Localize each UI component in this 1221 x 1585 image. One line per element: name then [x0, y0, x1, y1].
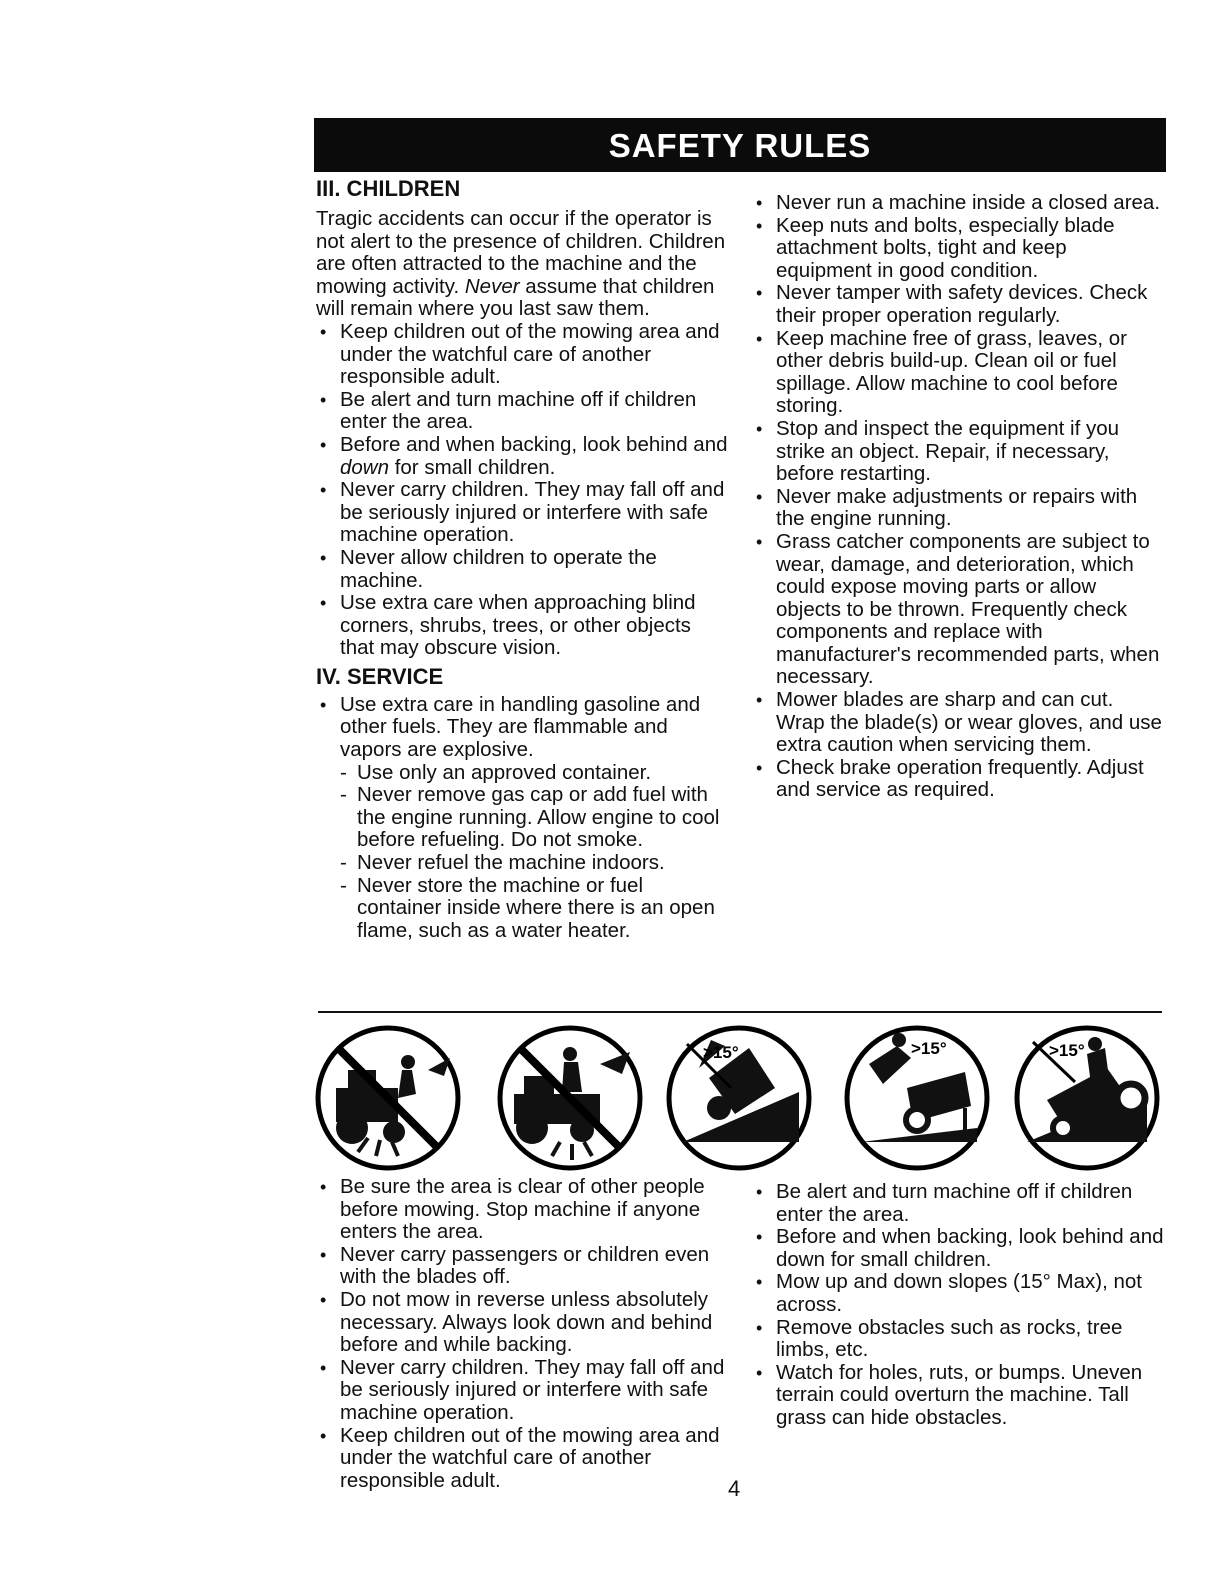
section-banner: SAFETY RULES: [314, 118, 1166, 172]
list-item: • Never carry children. They may fall off and be seriously injured or interfere with safe machine operation.: [316, 479, 728, 547]
dash-marker: -: [340, 783, 347, 807]
sub-item-text: Use only an approved container.: [357, 760, 652, 784]
slope-angle-label: >15°: [911, 1039, 947, 1058]
bottom-left-column: [316, 1176, 736, 1492]
bottom-left-bullets: [316, 1176, 736, 1492]
list-item: • Before and when backing, look behind and down for small children.: [752, 1226, 1164, 1271]
list-item: • Mow up and down slopes (15° Max), not across.: [752, 1271, 1164, 1316]
service-heading: IV. SERVICE: [316, 663, 444, 689]
list-item: • Be alert and turn machine off if children enter the area.: [752, 1181, 1164, 1226]
safety-pictograms: [305, 1020, 1175, 1180]
list-item: • Never tamper with safety devices. Check their proper operation regularly.: [752, 282, 1162, 327]
list-item: • Keep children out of the mowing area and under the watchful care of another responsible adult.: [316, 321, 728, 389]
list-item: • Mower blades are sharp and can cut. Wrap the blade(s) or wear gloves, and use extra caution when servicing them.: [752, 689, 1162, 757]
dash-marker: -: [340, 760, 347, 784]
sub-list-item: [340, 762, 728, 785]
no-passengers-icon: [500, 1028, 640, 1168]
left-column: [316, 176, 728, 942]
list-item: • Do not mow in reverse unless absolutely necessary. Always look down and behind before and while backing.: [316, 1289, 736, 1357]
sub-item-text: Never refuel the machine indoors.: [357, 851, 665, 875]
list-item: • Check brake operation frequently. Adjust and service as required.: [752, 757, 1162, 802]
sub-list-item: [340, 784, 728, 852]
bottom-right-column: [752, 1181, 1164, 1430]
list-item: • Never make adjustments or repairs with the engine running.: [752, 486, 1162, 531]
list-item: • Keep children out of the mowing area and under the watchful care of another responsible adult.: [316, 1425, 736, 1493]
sub-item-text: Never store the machine or fuel container inside where there is an open flame, such as a water heater.: [357, 873, 715, 942]
dash-marker: -: [340, 851, 347, 875]
list-item: • Never run a machine inside a closed area.: [752, 192, 1162, 215]
page-number: 4: [728, 1476, 741, 1501]
sub-list-item: [340, 852, 728, 875]
list-item: • Stop and inspect the equipment if you strike an object. Repair, if necessary, before restarting.: [752, 418, 1162, 486]
intro-text-a: Tragic accidents can occur if the operator is not alert to the presence of children. Children are often attracted to the machine and the mowing activity.: [316, 207, 726, 298]
bottom-right-bullets: [752, 1181, 1164, 1430]
children-intro: [316, 208, 728, 321]
section-divider: [318, 1011, 1162, 1013]
list-item: • Grass catcher components are subject to wear, damage, and deterioration, which could expose moving parts or allow objects to be thrown. Frequently check components and replace with manufacturer's recommended parts, when necessary.: [752, 531, 1162, 689]
service-subitems: [340, 762, 728, 943]
children-heading: III. CHILDREN: [316, 176, 461, 201]
sub-list-item: [340, 875, 728, 943]
bullet-emphasis: down: [340, 455, 390, 479]
list-item: • Watch for holes, ruts, or bumps. Uneven terrain could overturn the machine. Tall grass can hide obstacles.: [752, 1362, 1164, 1430]
list-item: • Remove obstacles such as rocks, tree limbs, etc.: [752, 1317, 1164, 1362]
intro-emphasis: Never: [464, 274, 520, 298]
list-item: • Keep machine free of grass, leaves, or other debris build-up. Clean oil or fuel spillage. Allow machine to cool before storing.: [752, 328, 1162, 418]
list-item: • Use extra care when approaching blind corners, shrubs, trees, or other objects that may obscure vision.: [316, 592, 728, 660]
bullet-text-a: Before and when backing, look behind and: [340, 432, 728, 456]
intro-text-b: assume that children will remain where you last saw them.: [316, 274, 715, 321]
right-bullets: [752, 192, 1162, 802]
list-item: • Be alert and turn machine off if children enter the area.: [316, 389, 728, 434]
slope-across-icon: [1017, 1028, 1157, 1168]
bullet-text-b: for small children.: [389, 455, 556, 479]
dash-marker: -: [340, 873, 347, 897]
slope-rider-fall-icon: [847, 1028, 987, 1168]
right-column: [752, 192, 1162, 802]
list-item: [316, 434, 728, 479]
no-children-riding-icon: [318, 1028, 458, 1168]
sub-item-text: Never remove gas cap or add fuel with the engine running. Allow engine to cool before refueling. Do not smoke.: [357, 783, 720, 852]
list-item: • Use extra care in handling gasoline and other fuels. They are flammable and vapors are explosive.: [316, 694, 728, 762]
list-item: • Never carry passengers or children even with the blades off.: [316, 1244, 736, 1289]
list-item: • Keep nuts and bolts, especially blade attachment bolts, tight and keep equipment in good condition.: [752, 215, 1162, 283]
children-bullets: [316, 321, 728, 660]
service-bullets: [316, 694, 728, 762]
list-item: • Be sure the area is clear of other people before mowing. Stop machine if anyone enters the area.: [316, 1176, 736, 1244]
list-item: • Never allow children to operate the machine.: [316, 547, 728, 592]
list-item: • Never carry children. They may fall off and be seriously injured or interfere with safe machine operation.: [316, 1357, 736, 1425]
slope-angle-label: >15°: [703, 1043, 739, 1062]
slope-angle-label: >15°: [1049, 1041, 1085, 1060]
slope-tip-over-icon: [669, 1028, 809, 1168]
